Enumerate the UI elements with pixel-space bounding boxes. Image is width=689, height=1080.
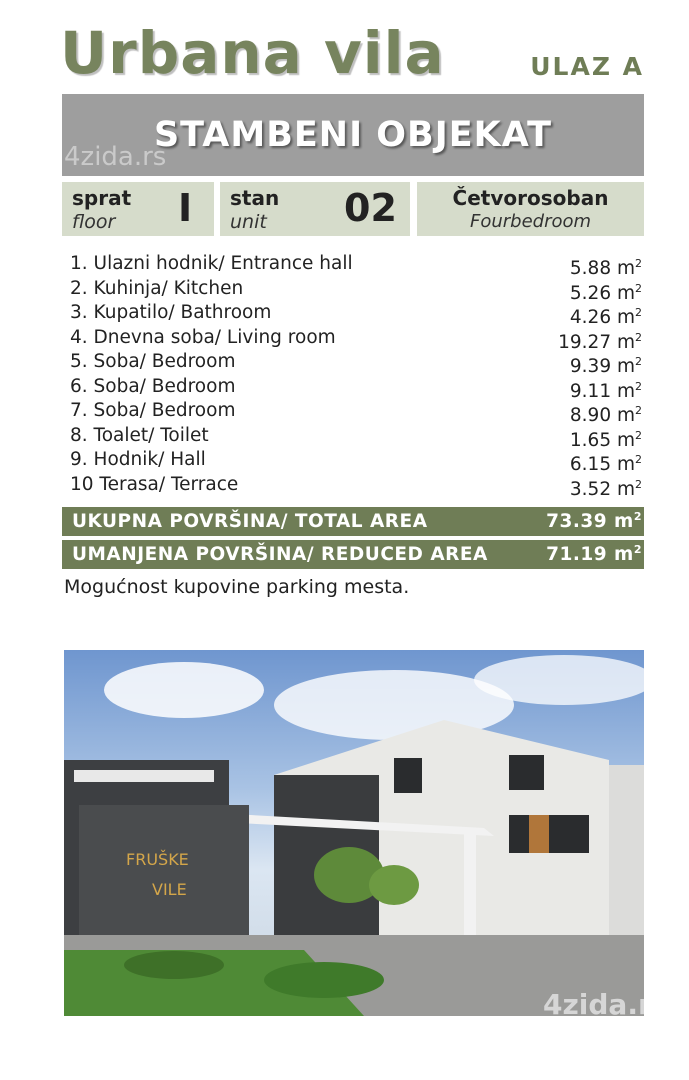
- room-name: 8. Toalet/ Toilet: [70, 424, 209, 446]
- room-name: 1. Ulazni hodnik/ Entrance hall: [70, 253, 353, 274]
- total-area-value: 73.39 m: [546, 511, 634, 533]
- list-item: 9. Hodnik/ Hall 6.15 $m^2$: [70, 449, 642, 476]
- room-area: 9.11 m: [569, 380, 635, 402]
- floor-value: I: [178, 186, 193, 230]
- list-item: 10 Terasa/ Terrace 3.52 $m^2$: [70, 473, 642, 500]
- unit-label-en: unit: [230, 211, 267, 233]
- parking-note: Mogućnost kupovine parking mesta.: [64, 576, 410, 598]
- total-area-bar: UKUPNA POVRŠINA/ TOTAL AREA 73.39 $m^2$: [62, 507, 644, 536]
- list-item: 1. Ulazni hodnik/ Entrance hall 5.88 $m^2$: [70, 253, 642, 280]
- type-label-en: Fourbedroom: [469, 211, 592, 232]
- room-name: 6. Soba/ Bedroom: [70, 375, 236, 397]
- reduced-area-label: UMANJENA POVRŠINA/ REDUCED AREA: [72, 544, 488, 565]
- entrance-label: ULAZ A: [530, 52, 644, 81]
- room-area: 19.27 m: [558, 331, 635, 353]
- floor-label-en: floor: [72, 211, 116, 233]
- list-item: 5. Soba/ Bedroom 9.39 $m^2$: [70, 351, 642, 378]
- list-item: 3. Kupatilo/ Bathroom 4.26 $m^2$: [70, 302, 642, 329]
- room-name: 3. Kupatilo/ Bathroom: [70, 302, 272, 323]
- room-area: 1.65 m: [569, 429, 635, 451]
- floor-box: [62, 182, 214, 236]
- list-item: 4. Dnevna soba/ Living room 19.27 $m^2$: [70, 326, 642, 353]
- room-list: [70, 252, 644, 500]
- room-area: 5.88 m: [569, 258, 635, 280]
- room-area: 9.39 m: [569, 356, 635, 378]
- room-area: 4.26 m: [569, 307, 635, 329]
- render-illustration: [64, 650, 644, 1016]
- unit-label: stan: [230, 186, 280, 210]
- type-box: [417, 182, 644, 236]
- floor-label: sprat: [72, 186, 132, 210]
- room-name: 2. Kuhinja/ Kitchen: [70, 277, 244, 299]
- room-area: 5.26 m: [569, 282, 635, 304]
- room-area: 3.52 m: [569, 478, 635, 500]
- type-label: Četvorosoban: [452, 186, 609, 210]
- section-title: STAMBENI OBJEKAT: [153, 115, 553, 155]
- room-area: 8.90 m: [569, 405, 635, 427]
- brand-title: Urbana vila: [60, 19, 445, 87]
- list-item: 2. Kuhinja/ Kitchen 5.26 $m^2$: [70, 277, 642, 304]
- room-name: 10 Terasa/ Terrace: [70, 473, 239, 495]
- list-item: 8. Toalet/ Toilet 1.65 $m^2$: [70, 424, 642, 451]
- list-item: 7. Soba/ Bedroom 8.90 $m^2$: [70, 400, 642, 427]
- room-name: 7. Soba/ Bedroom: [70, 400, 236, 421]
- room-name: 4. Dnevna soba/ Living room: [70, 326, 336, 348]
- unit-box: [220, 182, 410, 236]
- total-area-label: UKUPNA POVRŠINA/ TOTAL AREA: [72, 511, 428, 532]
- reduced-area-value: 71.19 m: [546, 544, 634, 566]
- building-render: [64, 650, 644, 1016]
- watermark-bottom: 4zida.rs: [543, 988, 669, 1021]
- room-name: 5. Soba/ Bedroom: [70, 351, 236, 372]
- room-name: 9. Hodnik/ Hall: [70, 449, 206, 470]
- sign-line2: VILE: [152, 880, 187, 899]
- room-area: 6.15 m: [569, 454, 635, 476]
- watermark-top: 4zida.rs: [64, 142, 167, 172]
- reduced-area-bar: UMANJENA POVRŠINA/ REDUCED AREA 71.19 $m^2$: [62, 540, 644, 569]
- unit-value: 02: [344, 186, 397, 230]
- list-item: 6. Soba/ Bedroom 9.11 $m^2$: [70, 375, 642, 402]
- sign-line1: FRUŠKE: [126, 850, 189, 869]
